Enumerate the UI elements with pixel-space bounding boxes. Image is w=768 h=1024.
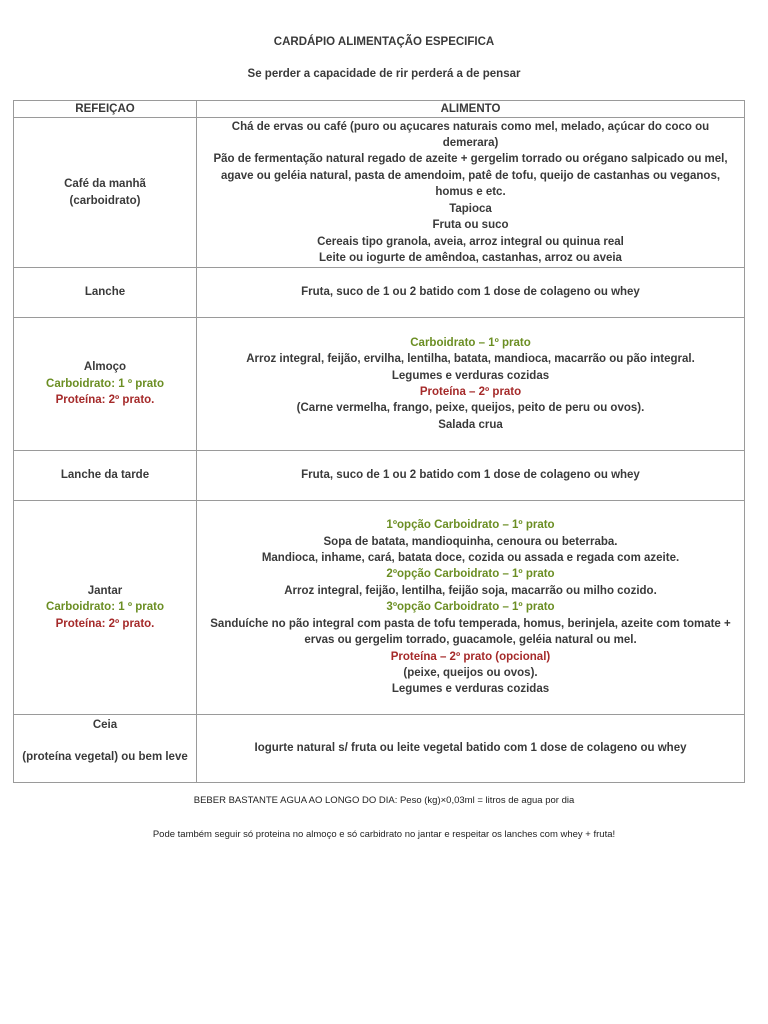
food-cell xyxy=(197,118,745,268)
food-cell xyxy=(197,268,745,318)
meal-carb-note: Carboidrato: 1 º prato xyxy=(46,377,164,390)
meal-cell xyxy=(14,118,197,268)
meal-note: (carboidrato) xyxy=(69,194,141,207)
food-line: Cereais tipo granola, aveia, arroz integral ou quinua real xyxy=(317,235,624,248)
meal-protein-note: Proteína: 2º prato. xyxy=(55,394,155,407)
meal-cell xyxy=(14,715,197,783)
food-line: Fruta, suco de 1 ou 2 batido com 1 dose de colageno ou whey xyxy=(301,286,640,299)
meal-name: Lanche da tarde xyxy=(60,469,150,482)
food-carb-heading: 3ºopção Carboidrato – 1º prato xyxy=(386,601,555,614)
food-cell xyxy=(197,715,745,783)
meal-note: (proteína vegetal) ou bem leve xyxy=(22,751,188,764)
food-line: Arroz integral, feijão, ervilha, lentilha, batata, mandioca, macarrão ou pão integral. xyxy=(246,353,695,366)
food-line: Legumes e verduras cozidas xyxy=(391,369,550,382)
table-row xyxy=(14,318,745,451)
food-line: Salada crua xyxy=(438,418,503,431)
food-carb-heading: 1ºopção Carboidrato – 1º prato xyxy=(386,519,555,532)
food-carb-heading: Carboidrato – 1º prato xyxy=(410,336,531,349)
food-line: demerara) xyxy=(442,137,499,150)
table-row xyxy=(14,501,745,715)
food-line: Fruta ou suco xyxy=(432,219,509,232)
meal-name: Almoço xyxy=(83,361,127,374)
meal-name: Café da manhã xyxy=(64,178,146,191)
meal-carb-note: Carboidrato: 1 º prato xyxy=(46,601,164,614)
water-note: BEBER BASTANTE AGUA AO LONGO DO DIA: Peso (kg)×0,03ml = litros de agua por dia xyxy=(193,795,575,806)
table-row xyxy=(14,715,745,783)
meal-name: Lanche xyxy=(84,286,126,299)
food-cell xyxy=(197,451,745,501)
food-protein-heading: Proteína – 2º prato xyxy=(419,386,522,398)
meal-cell xyxy=(14,451,197,501)
meal-protein-note: Proteína: 2º prato. xyxy=(55,617,155,630)
food-line: Legumes e verduras cozidas xyxy=(391,683,550,696)
table-header-row xyxy=(14,101,745,118)
food-line: (peixe, queijos ou ovos). xyxy=(403,666,538,679)
table-row xyxy=(14,451,745,501)
header-meal: REFEIÇAO xyxy=(14,101,197,118)
meal-name: Ceia xyxy=(92,719,118,731)
food-line: agave ou geléia natural, pasta de amendoim, patê de tofu, queijo de castanhas ou veganos, xyxy=(220,169,721,182)
page-subtitle: Se perder a capacidade de rir perderá a de pensar xyxy=(247,68,521,80)
food-line: ervas ou gergelim torrado, guacamole, geléia natural ou mel. xyxy=(304,634,637,647)
table-row xyxy=(14,268,745,318)
food-line: Sopa de batata, mandioquinha, cenoura ou beterraba. xyxy=(323,535,618,548)
food-line: Mandioca, inhame, cará, batata doce, cozida ou assada e regada com azeite. xyxy=(261,552,680,565)
food-line: Arroz integral, feijão, lentilha, feijão soja, macarrão ou milho cozido. xyxy=(284,584,657,597)
meal-cell xyxy=(14,268,197,318)
page-title: CARDÁPIO ALIMENTAÇÃO ESPECIFICA xyxy=(273,36,495,48)
food-line: Pão de fermentação natural regado de azeite + gergelim torrado ou orégano salpicado ou mel, xyxy=(213,153,728,166)
table-row xyxy=(14,118,745,268)
food-carb-heading: 2ºopção Carboidrato – 1º prato xyxy=(386,568,555,581)
food-line: homus e etc. xyxy=(435,186,506,199)
meal-cell xyxy=(14,501,197,715)
meal-name: Jantar xyxy=(87,584,123,597)
food-cell xyxy=(197,318,745,451)
food-line: Chá de ervas ou café (puro ou açucares naturais como mel, melado, açúcar do coco ou xyxy=(231,120,710,133)
food-line: Fruta, suco de 1 ou 2 batido com 1 dose de colageno ou whey xyxy=(301,469,640,482)
meal-cell xyxy=(14,318,197,451)
food-protein-heading: Proteína – 2º prato (opcional) xyxy=(390,650,551,663)
header-food: ALIMENTO xyxy=(197,101,745,118)
food-cell xyxy=(197,501,745,715)
meal-table xyxy=(13,100,745,783)
food-line: (Carne vermelha, frango, peixe, queijos, peito de peru ou ovos). xyxy=(296,402,645,415)
footer-note: Pode também seguir só proteina no almoço e só carbidrato no jantar e respeitar os lanches com whey + fruta! xyxy=(152,829,616,840)
food-line: Leite ou iogurte de amêndoa, castanhas, arroz ou aveia xyxy=(319,251,622,264)
food-line: Iogurte natural s/ fruta ou leite vegetal batido com 1 dose de colageno ou whey xyxy=(254,742,687,755)
food-line: Sanduíche no pão integral com pasta de tofu temperada, homus, berinjela, azeite com tomate + xyxy=(210,617,731,630)
food-line: Tapioca xyxy=(449,202,492,215)
